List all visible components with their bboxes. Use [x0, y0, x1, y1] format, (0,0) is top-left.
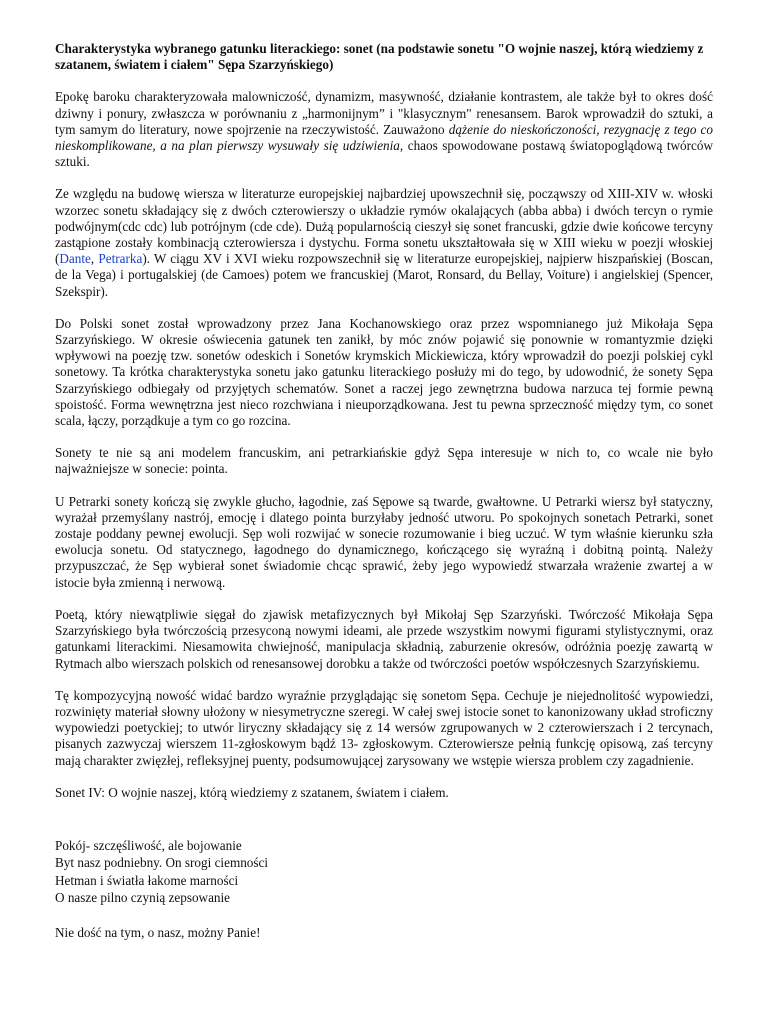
poem-stanza-2 [55, 924, 713, 942]
paragraph-text: Epokę baroku charakteryzowała malowniczość, dynamizm, masywność, działanie kontrastem, ale także był to okres dość dziwny i ponury, zwłaszcza w porównaniu z „harmonijnym” i "klasycznym" renesansem. Barok wprowadził do sztuki, a tym samym do literatury, nowe spojrzenie na rzeczywistość. Zauważono [55, 89, 713, 137]
paragraph-metaphysics: Poetą, który niewątpliwie sięgał do zjawisk metafizycznych był Mikołaj Sęp Szarzyński. Twórczość Mikołaja Sępa Szarzyńskiego była twórczością przesyconą nowymi ideami, ale przede wszystkim nowymi figurami stylistycznymi, oraz gatunkami literackimi. Niesamowita chwiejność, manipulacja składnią, zaburzenie okresów, odróżnia poezję zawartą w Rytmach albo wierszach polskich od renesansowej dorobku a także od twórczości poetów współczesnych Szarzyńskiemu. [55, 606, 713, 671]
paragraph-petrarka-vs-sep: U Petrarki sonety kończą się zwykle głucho, łagodnie, zaś Sępowe są twarde, gwałtowne. U Petrarki wiersz był statyczny, wyrażał przemyślany nastrój, emocję i dlatego pointa burzyłaby jedność utworu. Po spokojnych sonetach Petrarki, sonet zostaje poddany pewnej ewolucji. Sęp woli rozwijać w sonecie rozumowanie i bieg uczuć. W tym właśnie kierunku szła ewolucja sonetu. Od statycznego, łagodnego do dynamicznego, kończącego się wyraźną i dobitną pointą. Należy przypuszczać, że Sęp wybierał sonet świadomie chcąc sprawić, żeby jego wypowiedź stwarzała wrażenie zwartej a w istocie była zmienną i nerwową. [55, 493, 713, 590]
paragraph-pointa: Sonety te nie są ani modelem francuskim, ani petrarkiańskie gdyż Sępa interesuje w nich to, co wcale nie było najważniejsze w sonecie: pointa. [55, 445, 713, 477]
paragraph-baroque-intro [55, 89, 713, 170]
link-petrarka[interactable]: Petrarka [98, 251, 143, 267]
paragraph-sonnet-in-poland: Do Polski sonet został wprowadzony przez Jana Kochanowskiego oraz przez wspomnianego już Mikołaja Sępa Szarzyńskiego. W okresie oświecenia gatunek ten zanikł, by móc znów pojawić się ponownie w romantyzmie dzięki wpływowi na poezję tzw. sonetów odeskich i Sonetów krymskich Mickiewicza, który wprowadził do poezji polskiej cykl sonetowy. Ta krótka charakterystyka sonetu jako gatunku literackiego posłuży mi do tego, by udowodnić, że sonety Sępa Szarzyńskiego odbiegały od przyjętych schematów. Sonet a raczej jego zewnętrzna budowa narzuca tej formie pewną spoistość. Forma wewnętrzna jest nieco rozchwiana i nieuporządkowana. Jest tu pewna sprzeczność między tym, co sonet scala, łączy, porządkuje a tym co go rozcina. [55, 315, 713, 429]
link-dante[interactable]: Dante [59, 251, 91, 267]
poem-stanza-1 [55, 837, 713, 907]
poem-heading: Sonet IV: O wojnie naszej, którą wiedziemy z szatanem, światem i ciałem. [55, 784, 449, 800]
poem-line: Byt nasz podniebny. On srogi ciemności [55, 855, 269, 871]
spacer [55, 817, 713, 837]
poem-line: O nasze pilno czynią zepsowanie [55, 890, 231, 906]
paragraph-text: Ze względu na budowę wiersza w literaturze europejskiej najbardziej upowszechnił się, począwszy od XIII-XIV w. włoski wzorzec sonetu składający się z dwóch czterowierszy o układzie rymów okalających (abba abba) i dwóch tercyn o rymie podwójnym(cdc cdc) lub potrójnym (cde cde). Dużą popularnością cieszył się sonet francuski, gdzie dwie końcowe tercyny zastąpione zostały kombinacją czterowiersza i dystychu. Forma sonetu ukształtowała się w XIII wieku w poezji włoskiej ( [55, 186, 713, 267]
poem-line: Hetman i światła łakome marności [55, 872, 239, 888]
paragraph-text: ). W ciągu XV i XVI wieku rozpowszechnił się w literaturze europejskiej, najpierw hiszpańskiej (Boscan, de la Vega) i portugalskiej (de Camoes) potem we francuskiej (Marot, Ronsard, du Bellay, Voiture) i angielskiej (Spencer, Szekspir). [55, 251, 713, 299]
paragraph-text: , chaos spowodowane postawą światopoglądową twórców sztuki. [55, 138, 713, 170]
separator-text: , [90, 251, 99, 267]
paragraph-sonnet-structure [55, 186, 713, 299]
poem-line: Nie dość na tym, o nasz, możny Panie! [55, 924, 261, 940]
poem-line: Pokój- szczęśliwość, ale bojowanie [55, 837, 242, 853]
italic-quote: dążenie do nieskończoności, rezygnację z tego co nieskomplikowane, a na plan pierwszy wysuwały się udziwienia [55, 121, 714, 154]
document-page [55, 41, 713, 958]
document-title: Charakterystyka wybranego gatunku literackiego: sonet (na podstawie sonetu "O wojnie naszej, którą wiedziemy z szatanem, światem i ciałem" Sępa Szarzyńskiego) [55, 41, 704, 73]
paragraph-composition: Tę kompozycyjną nowość widać bardzo wyraźnie przyglądając się sonetom Sępa. Cechuje je niejednolitość wypowiedzi, rozwinięty materiał słowny ułożony w niesymetryczne szeregi. W całej swej istocie sonet to kanonizowany układ stroficzny wypowiedzi poetyckiej; to utwór liryczny składający się z 14 wersów zgrupowanych w 2 czterowierszach i 2 tercynach, pisanych zazwyczaj wierszem 11-zgłoskowym bądź 13- zgłoskowym. Czterowiersze pełnią funkcję opisową, zaś tercyny mają charakter zwięzłej, refleksyjnej puenty, podsumowującej zarysowany we wstępie wiersza problem czy zagadnienie. [55, 687, 713, 768]
